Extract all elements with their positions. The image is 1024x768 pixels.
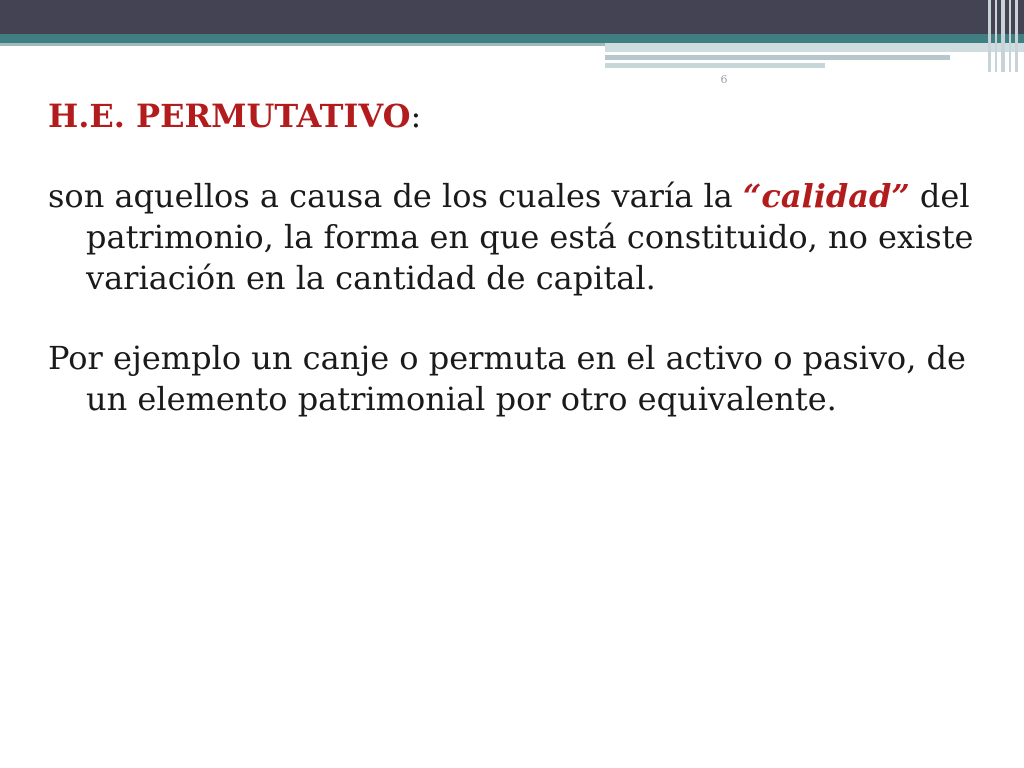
header-accent-bar: [605, 63, 825, 68]
header-band-dark: [0, 0, 1024, 34]
slide-content: [48, 96, 1008, 459]
header-accent-line: [0, 43, 605, 46]
header-accent-bar: [605, 55, 950, 60]
definition-text-start: son aquellos a causa de los cuales varía la: [48, 177, 743, 215]
definition-paragraph: [48, 176, 1008, 299]
header-band-teal: [0, 34, 1024, 43]
header-accent-bar: [605, 43, 1024, 52]
slide-heading: [48, 96, 1008, 137]
calidad-emphasis: “calidad”: [742, 177, 910, 215]
slide-number: 6: [720, 73, 728, 86]
header-vertical-stripes: [986, 0, 1024, 72]
definition-text-end: del patrimonio, la forma en que está constituido, no existe variación en la cantidad de capital.: [86, 177, 974, 297]
heading-colon: :: [410, 97, 422, 135]
example-paragraph: Por ejemplo un canje o permuta en el activo o pasivo, de un elemento patrimonial por otro equivalente.: [48, 339, 966, 418]
heading-title: H.E. PERMUTATIVO: [48, 97, 411, 135]
